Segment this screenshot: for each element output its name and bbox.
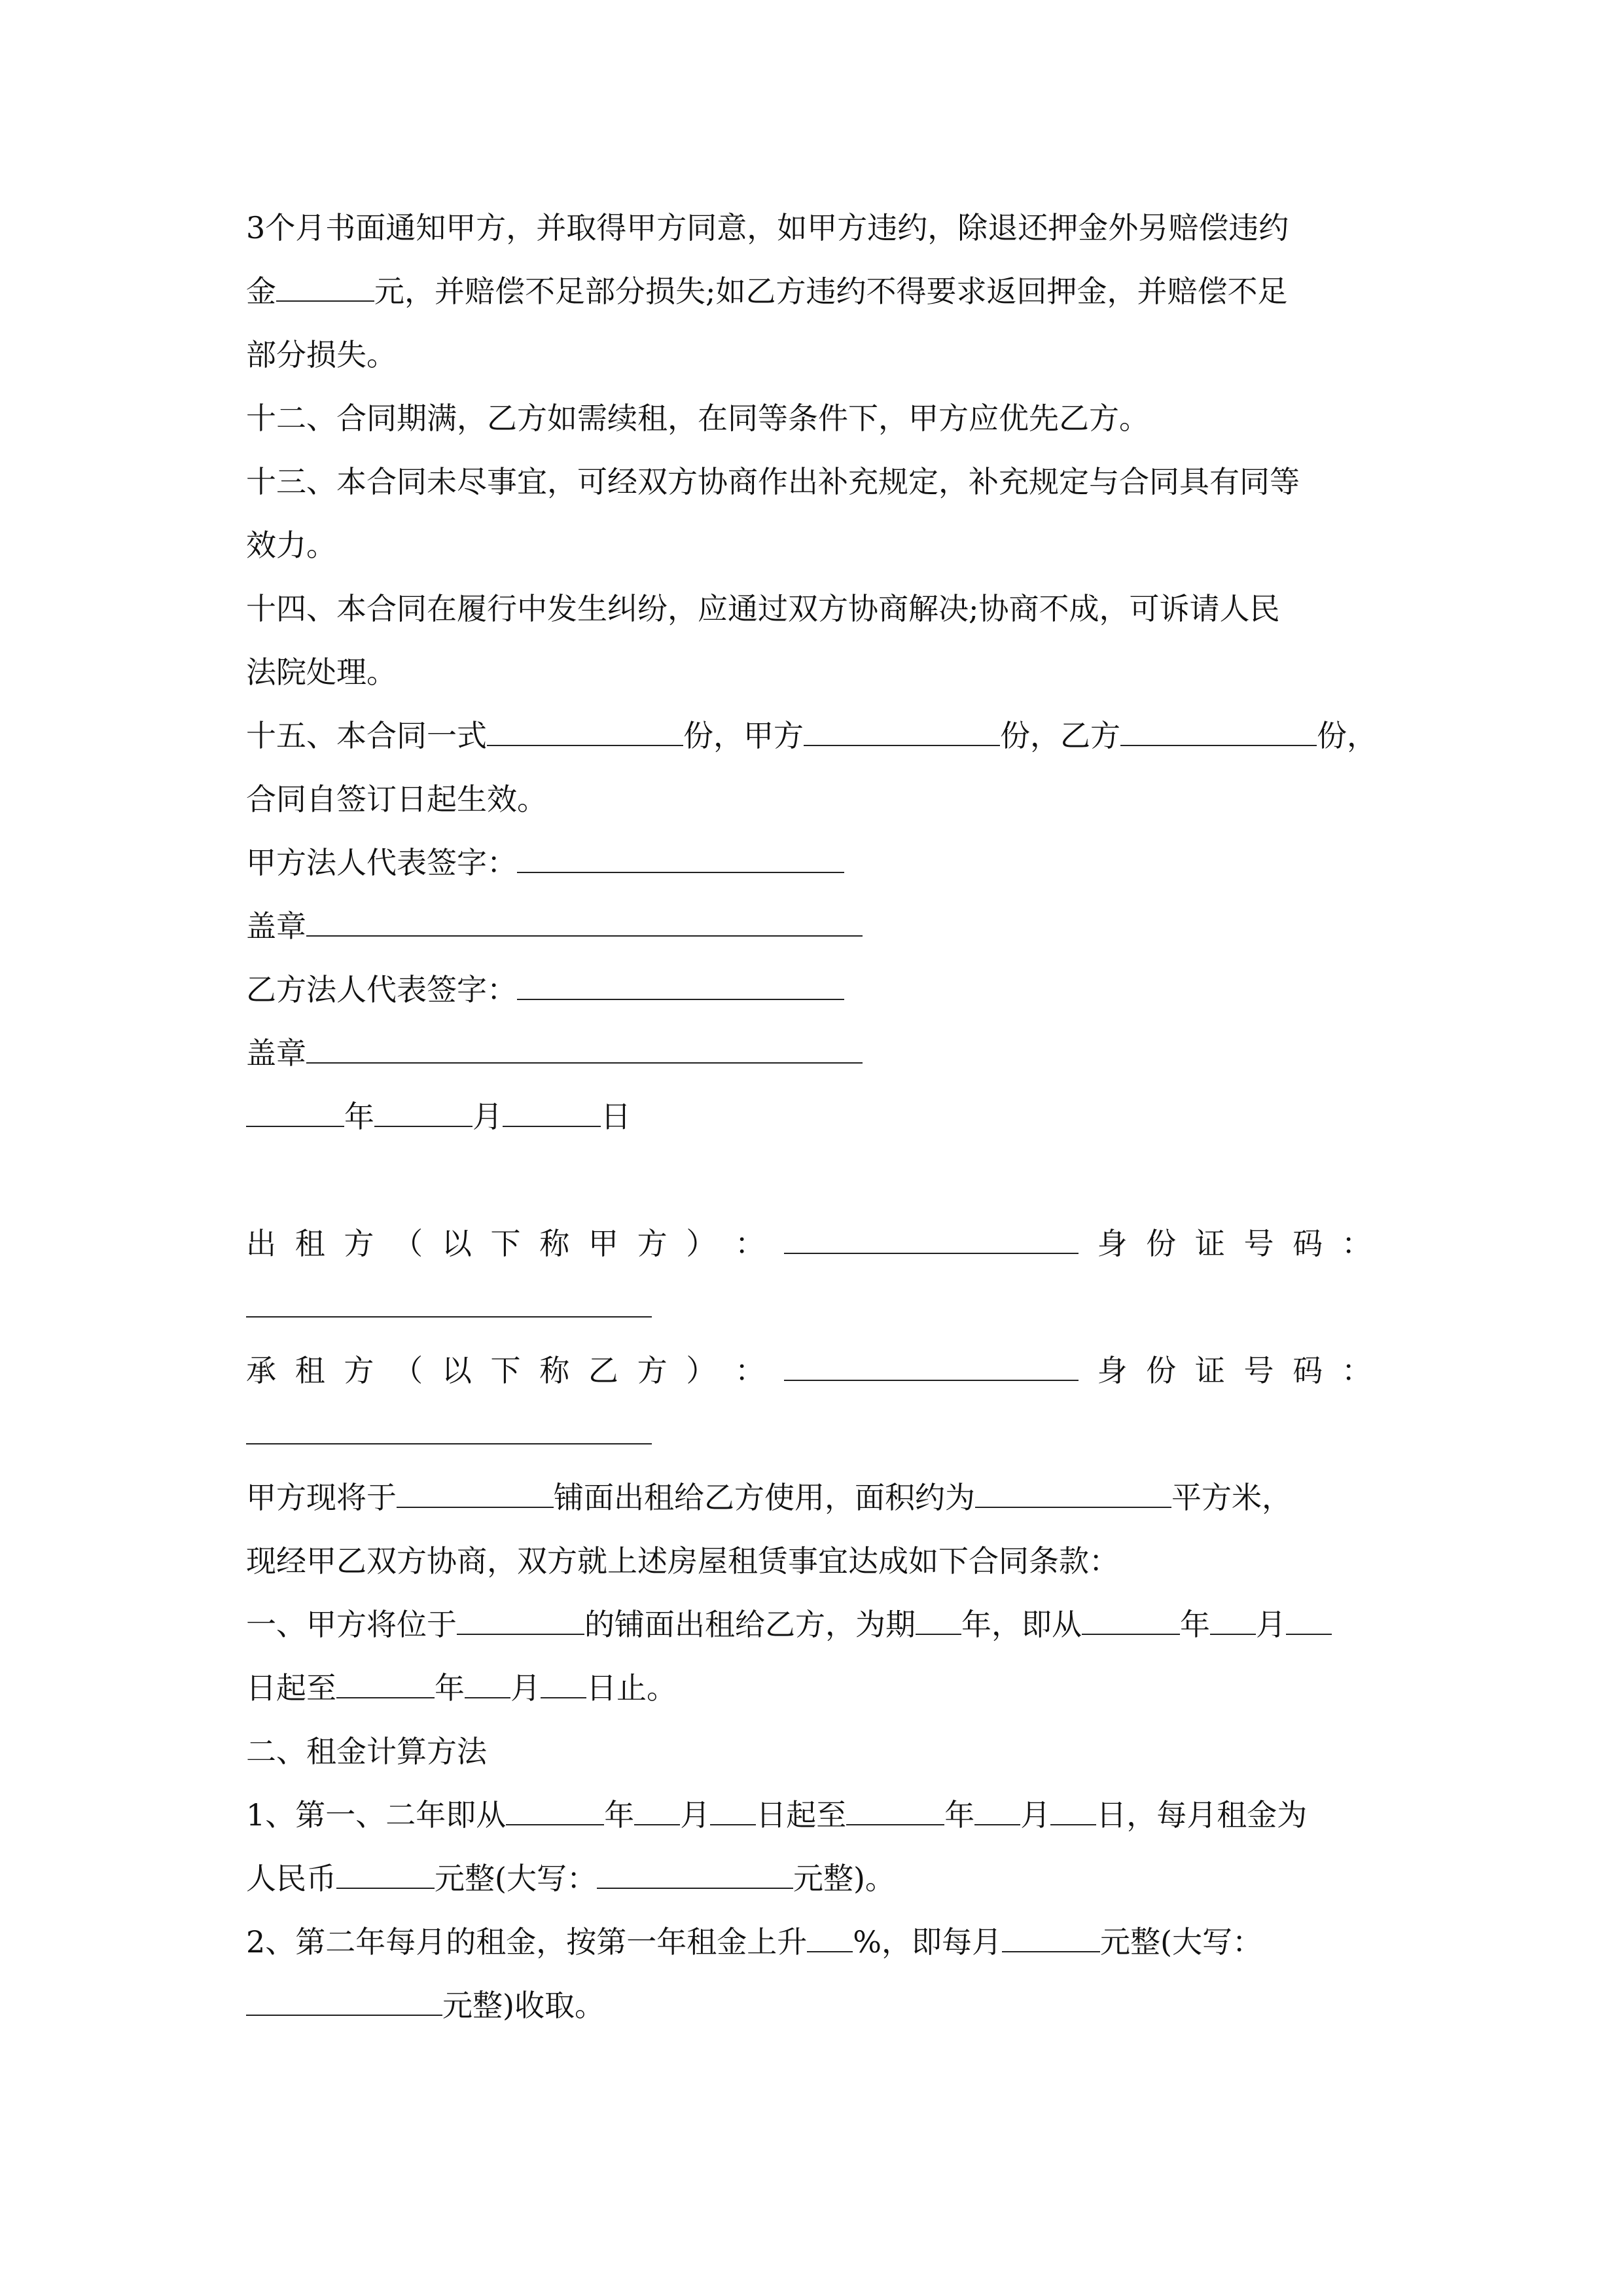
clause-11-line-2: 金 元，并赔偿不足部分损失;如乙方违约不得要求返回押金，并赔偿不足 bbox=[246, 274, 1288, 309]
lessor-id-line bbox=[246, 1276, 1398, 1339]
shop-location-blank[interactable] bbox=[397, 1480, 554, 1508]
year2-rent-blank[interactable] bbox=[1002, 1925, 1100, 1952]
copies-party-a-blank[interactable] bbox=[804, 719, 1000, 746]
rent1-start-year-blank[interactable] bbox=[506, 1798, 604, 1825]
clause-15-line-2: 合同自签订日起生效。 bbox=[246, 781, 547, 817]
rent1-end-day-blank[interactable] bbox=[1050, 1798, 1096, 1825]
lessee-line: 承 租 方 （ 以 下 称 乙 方 ） ： 身 份 证 号 码 ： bbox=[246, 1353, 1372, 1388]
clause-14-line-2: 法院处理。 bbox=[246, 655, 397, 690]
article-2-title: 二、租金计算方法 bbox=[246, 1734, 487, 1769]
penalty-amount-blank[interactable] bbox=[276, 274, 374, 302]
party-a-seal-blank[interactable] bbox=[306, 909, 863, 937]
lessor-id-blank[interactable] bbox=[246, 1290, 652, 1318]
party-a-seal-line: 盖章 bbox=[246, 895, 1398, 958]
clause-13-line-1: 十三、本合同未尽事宜，可经双方协商作出补充规定，补充规定与合同具有同等 bbox=[246, 464, 1300, 499]
lessor-name-blank[interactable] bbox=[784, 1227, 1079, 1254]
start-year-blank[interactable] bbox=[1082, 1607, 1180, 1635]
rent1-start-month-blank[interactable] bbox=[634, 1798, 680, 1825]
year2-rent-capital-blank[interactable] bbox=[246, 1988, 442, 2016]
end-day-blank[interactable] bbox=[541, 1671, 586, 1698]
rent1-end-month-blank[interactable] bbox=[974, 1798, 1020, 1825]
shop-address-blank[interactable] bbox=[457, 1607, 584, 1635]
lessee-name-blank[interactable] bbox=[784, 1354, 1079, 1381]
clause-11-line-1: 3个月书面通知甲方，并取得甲方同意，如甲方违约，除退还押金外另赔偿违约 bbox=[246, 210, 1289, 245]
party-b-seal-blank[interactable] bbox=[306, 1036, 863, 1064]
area-blank[interactable] bbox=[975, 1480, 1171, 1508]
rent-1-line-2: 人民币 元整(大写： 元整)。 bbox=[246, 1861, 895, 1896]
contract-page bbox=[246, 196, 1398, 2037]
rent1-start-day-blank[interactable] bbox=[710, 1798, 756, 1825]
signing-date-line: 年 月 日 bbox=[246, 1085, 1398, 1149]
clause-14-line-1: 十四、本合同在履行中发生纠纷，应通过双方协商解决;协商不成，可诉请人民 bbox=[246, 591, 1280, 626]
party-b-seal-line: 盖章 bbox=[246, 1022, 1398, 1085]
monthly-rent-blank[interactable] bbox=[336, 1861, 435, 1889]
rent1-end-year-blank[interactable] bbox=[846, 1798, 944, 1825]
intro-line-2: 现经甲乙双方协商，双方就上述房屋租赁事宜达成如下合同条款： bbox=[246, 1543, 1119, 1579]
article-1-line-1: 一、甲方将位于 的铺面出租给乙方，为期 年，即从 年 月 bbox=[246, 1593, 1398, 1657]
clause-13-line-2: 效力。 bbox=[246, 528, 336, 563]
party-b-signature-blank[interactable] bbox=[517, 973, 844, 1000]
clause-12: 十二、合同期满，乙方如需续租，在同等条件下，甲方应优先乙方。 bbox=[246, 401, 1149, 436]
year-blank[interactable] bbox=[246, 1100, 344, 1127]
party-a-signature-line: 甲方法人代表签字： bbox=[246, 831, 1398, 895]
lessee-id-blank[interactable] bbox=[246, 1417, 652, 1444]
term-years-blank[interactable] bbox=[916, 1607, 961, 1635]
start-day-blank[interactable] bbox=[1286, 1607, 1332, 1635]
lessor-line: 出 租 方 （ 以 下 称 甲 方 ） ： 身 份 证 号 码 ： bbox=[246, 1226, 1372, 1261]
party-a-signature-blank[interactable] bbox=[517, 846, 844, 873]
rent-2-line-2: 元整)收取。 bbox=[246, 1974, 1398, 2037]
intro-line-1: 甲方现将于 铺面出租给乙方使用，面积约为 平方米， bbox=[246, 1480, 1292, 1515]
section-gap bbox=[246, 1149, 1398, 1212]
article-1-line-2: 日起至 年 月 日止。 bbox=[246, 1670, 677, 1706]
start-month-blank[interactable] bbox=[1210, 1607, 1256, 1635]
rent-1-line-1: 1、第一、二年即从 年 月 日起至 年 月 日，每月租金为 bbox=[246, 1797, 1308, 1833]
end-year-blank[interactable] bbox=[336, 1671, 435, 1698]
day-blank[interactable] bbox=[503, 1100, 601, 1127]
increase-percent-blank[interactable] bbox=[807, 1925, 853, 1952]
copies-total-blank[interactable] bbox=[487, 719, 683, 746]
copies-party-b-blank[interactable] bbox=[1120, 719, 1317, 746]
month-blank[interactable] bbox=[374, 1100, 473, 1127]
rent-2-line-1: 2、第二年每月的租金，按第一年租金上升 %，即每月 元整(大写： bbox=[246, 1924, 1262, 1960]
clause-15-line-1: 十五、本合同一式 份，甲方 份，乙方 份， bbox=[246, 718, 1377, 753]
party-b-signature-line: 乙方法人代表签字： bbox=[246, 958, 1398, 1022]
monthly-rent-capital-blank[interactable] bbox=[597, 1861, 793, 1889]
clause-11-line-3: 部分损失。 bbox=[246, 337, 397, 372]
lessee-id-line bbox=[246, 1403, 1398, 1466]
end-month-blank[interactable] bbox=[465, 1671, 510, 1698]
